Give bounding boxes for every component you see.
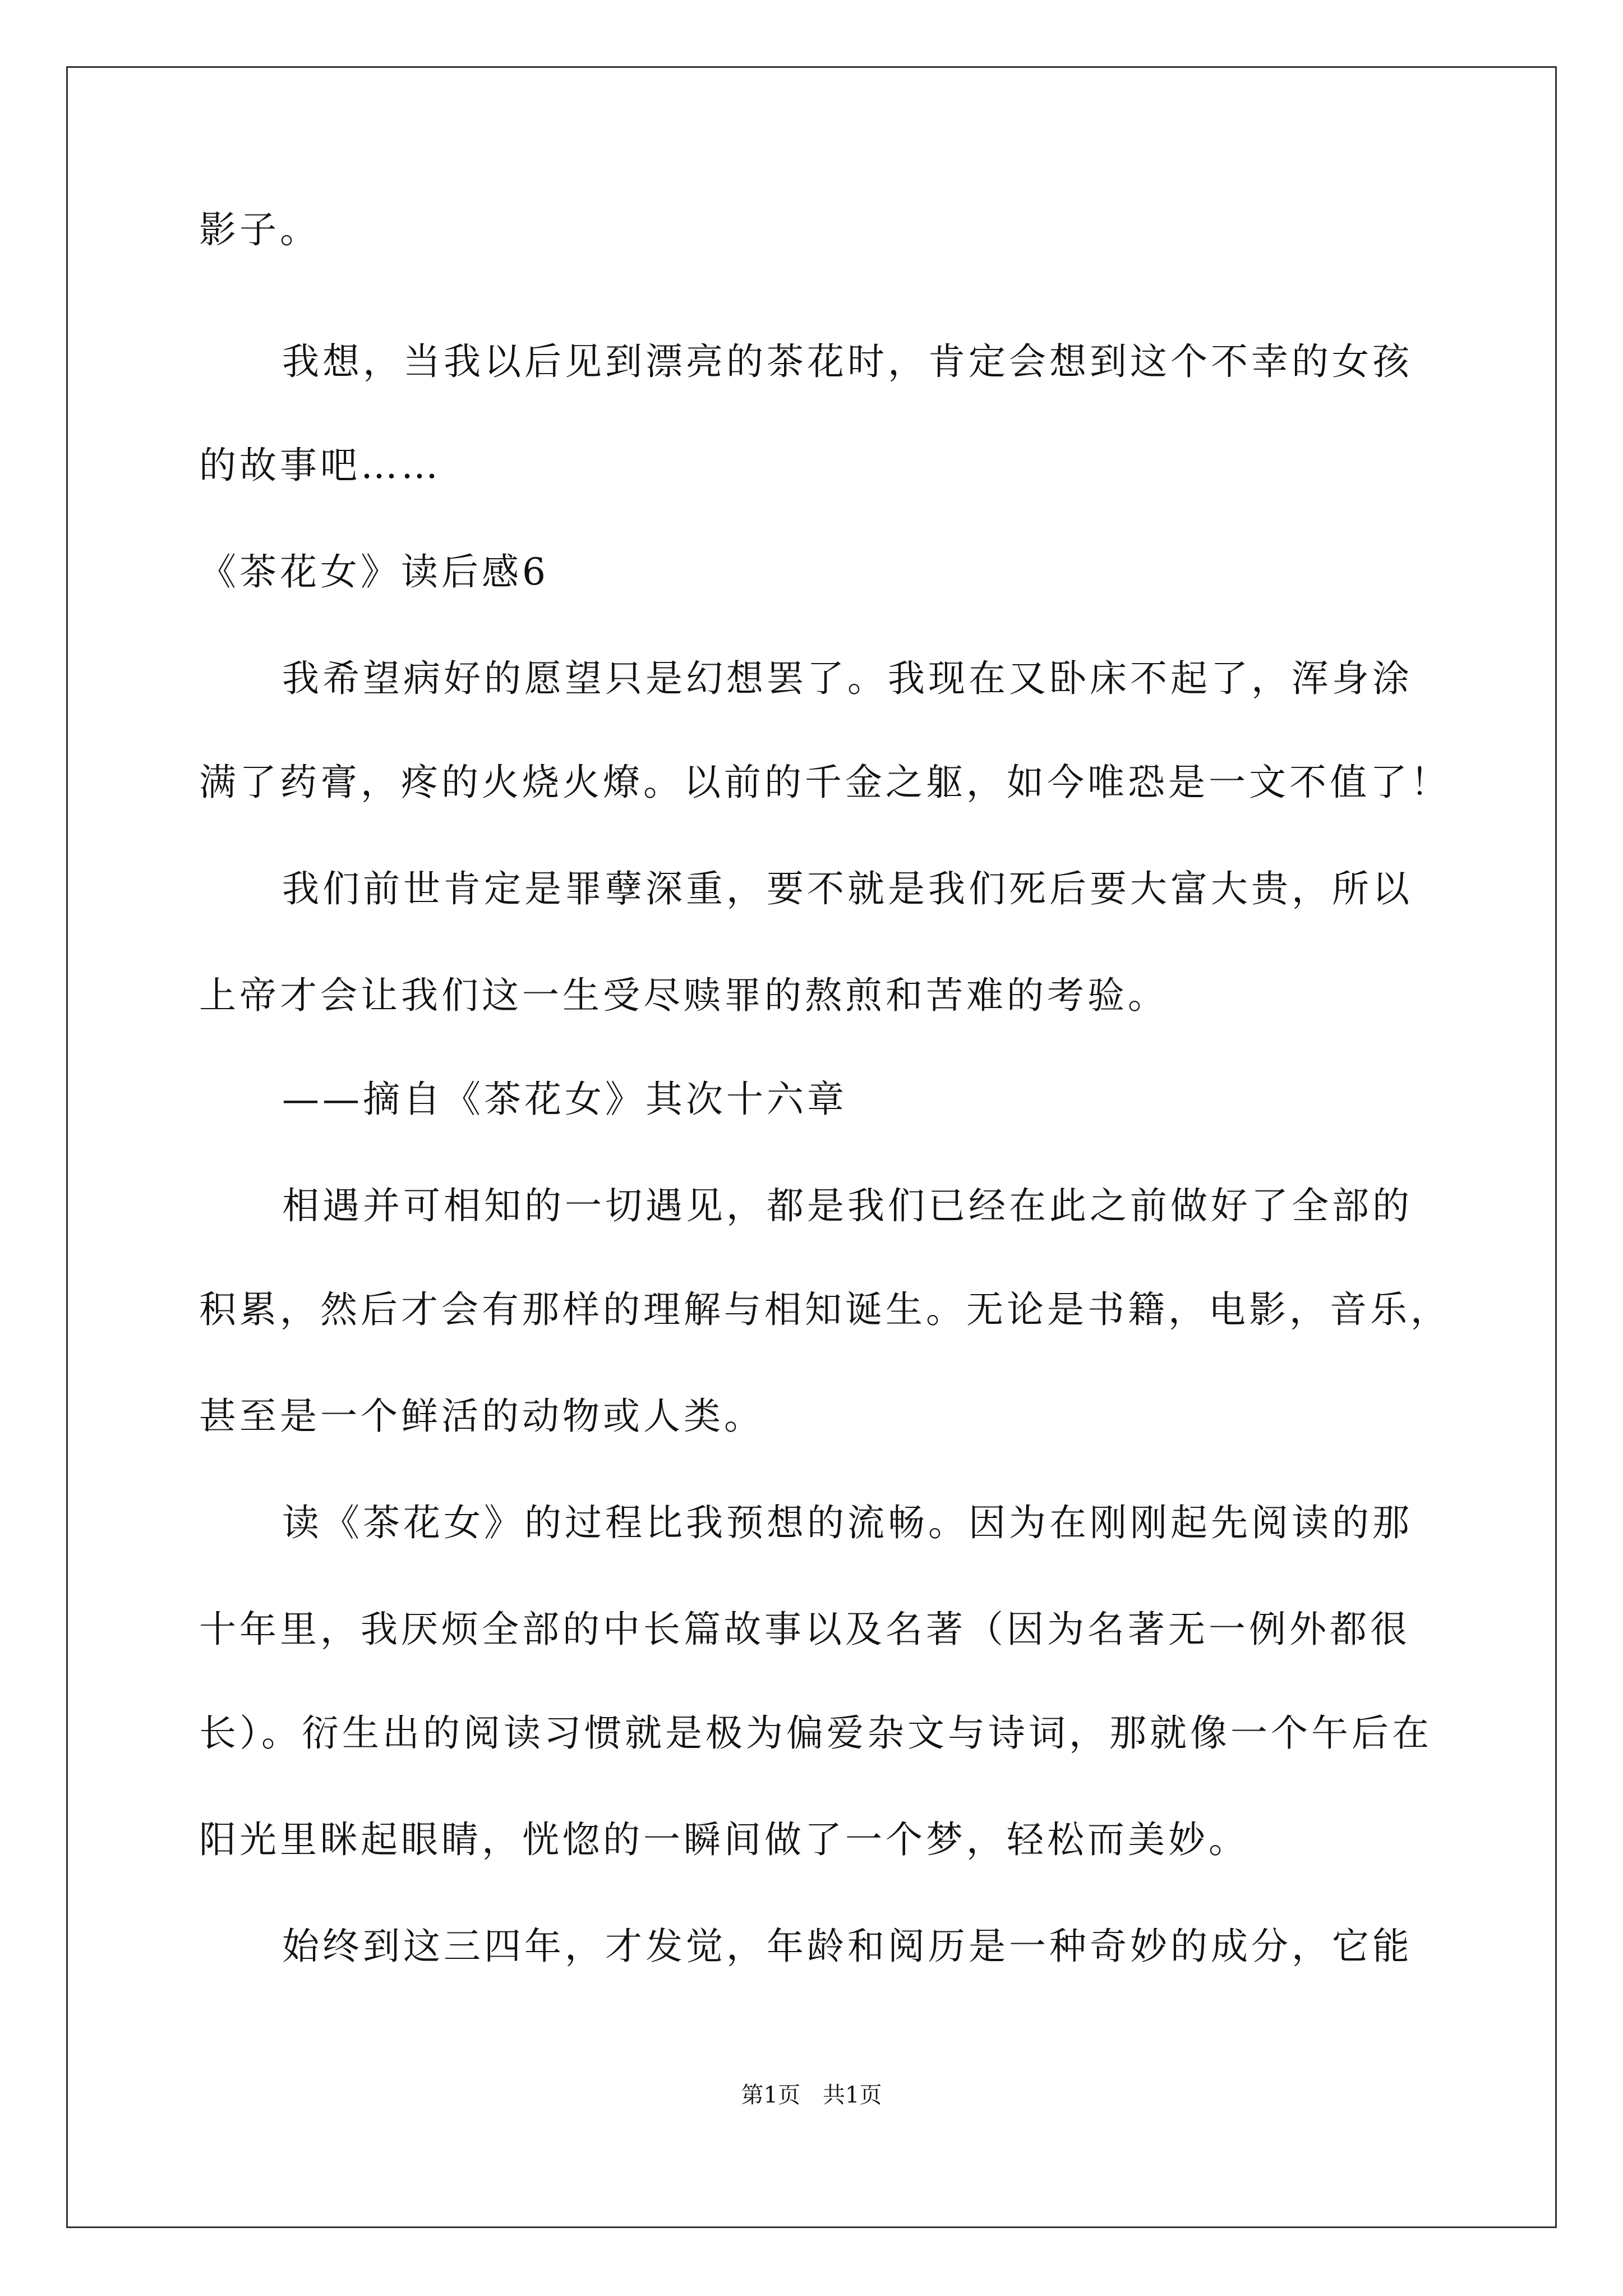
text-line: 相遇并可相知的一切遇见，都是我们已经在此之前做好了全部的	[282, 1184, 1413, 1227]
text-line: 阳光里眯起眼睛，恍惚的一瞬间做了一个梦，轻松而美妙。	[199, 1818, 1249, 1861]
text-line: 我们前世肯定是罪孽深重，要不就是我们死后要大富大贵，所以	[282, 867, 1413, 910]
text-line: 甚至是一个鲜活的动物或人类。	[199, 1395, 764, 1438]
text-line: 积累，然后才会有那样的理解与相知诞生。无论是书籍，电影，音乐，	[199, 1288, 1451, 1331]
text-line: 我想，当我以后见到漂亮的茶花时，肯定会想到这个不幸的女孩	[282, 340, 1413, 383]
text-line: 的故事吧……	[199, 444, 441, 487]
text-line: 长）。衍生出的阅读习惯就是极为偏爱杂文与诗词，那就像一个午后在	[199, 1711, 1432, 1755]
quote-source: ——摘自《茶花女》其次十六章	[282, 1078, 847, 1121]
text-line: 我希望病好的愿望只是幻想罢了。我现在又卧床不起了，浑身涂	[282, 657, 1413, 700]
text-line: 十年里，我厌烦全部的中长篇故事以及名著（因为名著无一例外都很	[199, 1608, 1410, 1651]
page-footer: 第1页 共1页	[741, 2082, 882, 2108]
text-line: 读《茶花女》的过程比我预想的流畅。因为在刚刚起先阅读的那	[282, 1501, 1413, 1544]
text-line: 始终到这三四年，才发觉，年龄和阅历是一种奇妙的成分，它能	[282, 1925, 1413, 1968]
text-line: 影子。	[199, 208, 320, 251]
text-line: 上帝才会让我们这一生受尽赎罪的熬煎和苦难的考验。	[199, 974, 1168, 1017]
section-heading: 《茶花女》读后感6	[199, 550, 549, 593]
page-border	[66, 66, 1557, 2228]
text-line: 满了药膏，疼的火烧火燎。以前的千金之躯，如今唯恐是一文不值了！	[199, 761, 1451, 804]
